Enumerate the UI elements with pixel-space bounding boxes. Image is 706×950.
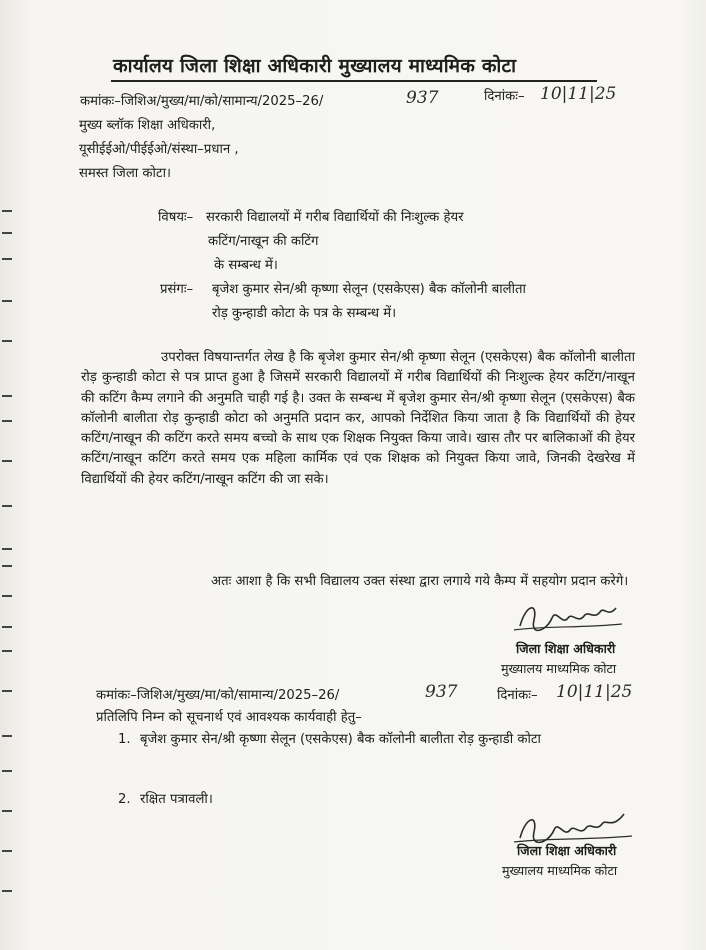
subject-text: के सम्बन्ध में। (214, 258, 278, 273)
date-handwritten: 10|11|25 (556, 682, 633, 702)
signatory-title: जिला शिक्षा अधिकारी (516, 641, 616, 656)
date-label: दिनांकः– (497, 688, 538, 703)
recipient-line: यूसीईईओ/पीईईओ/संस्था–प्रधान , (79, 142, 239, 157)
list-item-number: 1. (118, 732, 131, 747)
date-label: दिनांकः– (484, 89, 525, 104)
subject-text: सरकारी विद्यालयों में गरीब विद्यार्थियों की निःशुल्क हेयर (206, 210, 464, 225)
office-title: कार्यालय जिला शिक्षा अधिकारी मुख्यालय माध्यमिक कोटा (113, 55, 517, 77)
binder-edge-marks (0, 0, 20, 950)
reference-text: बृजेश कुमार सेन/श्री कृष्णा सेलून (एसकेएस) बैक कॉलोनी बालीता (212, 282, 526, 297)
list-item: बृजेश कुमार सेन/श्री कृष्णा सेलून (एसकेएस) बैक कॉलोनी बालीता रोड़ कुन्हाडी कोटा (140, 732, 541, 747)
signature-scribble (512, 596, 632, 644)
recipient-line: मुख्य ब्लॉक शिक्षा अधिकारी, (79, 118, 216, 133)
signatory-office: मुख्यालय माध्यमिक कोटा (502, 863, 618, 878)
recipient-line: समस्त जिला कोटा। (79, 166, 171, 181)
signatory-office: मुख्यालय माध्यमिक कोटा (501, 661, 617, 676)
reference-label: प्रसंगः– (160, 282, 194, 297)
copy-heading: प्रतिलिपि निम्न को सूचनार्थ एवं आवश्यक कार्यवाही हेतु– (96, 710, 362, 725)
reference-text: रोड़ कुन्हाडी कोटा के पत्र के सम्बन्ध में। (212, 306, 397, 321)
list-item: रक्षित पत्रावली। (140, 792, 213, 807)
title-underline (111, 80, 597, 82)
date-handwritten: 10|11|25 (540, 84, 617, 104)
copy-list (118, 730, 648, 810)
ref-number-handwritten: 937 (425, 682, 458, 702)
body-paragraph: उपरोक्त विषयान्तर्गत लेख है कि बृजेश कुमार सेन/श्री कृष्णा सेलून (एसकेएस) बैक कॉलोनी बालीता रोड़ कुन्हाडी कोटा से पत्र प्राप्त हुआ है जिसमें सरकारी विद्यालयों में गरीब विद्यार्थियों की निःशुल्क हेयर कटिंग/नाखून की कटिंग कैम्प लगाने की अनुमति चाही गई है। उक्त के सम्बन्ध में बृजेश कुमार सेन/श्री कृष्णा सेलून (एसकेएस) बैक कॉलोनी बालीता रोड़ कुन्हाडी कोटा को अनुमति प्रदान कर, आपको निर्देशित किया जाता है कि विद्यार्थियों की हेयर कटिंग/नाखून की कटिंग करते समय बच्चो के साथ एक शिक्षक नियुक्त किया जावे। खास तौर पर बालिकाओं की हेयर कटिंग/नाखून कटिंग करते समय एक महिला कार्मिक एवं एक शिक्षक को नियुक्त किया जावे, जिनकी देखरेख में विद्यार्थियों की हेयर कटिंग/नाखून कटिंग की जा सके। (81, 350, 635, 487)
list-item-number: 2. (118, 792, 131, 807)
closing-paragraph: अतः आशा है कि सभी विद्यालय उक्त संस्था द्वारा लगाये गये कैम्प में सहयोग प्रदान करेगे। (211, 574, 629, 589)
subject-label: विषयः– (158, 210, 194, 225)
signatory-title: जिला शिक्षा अधिकारी (517, 843, 617, 858)
ref-number-handwritten: 937 (406, 88, 439, 108)
subject-text: कटिंग/नाखून की कटिंग (208, 234, 319, 249)
ref-number-label: कमांकः–जिशिअ/मुख्य/मा/को/सामान्य/2025–26/ (80, 94, 324, 109)
ref-number-label: कमांकः–जिशिअ/मुख्य/मा/को/सामान्य/2025–26/ (96, 688, 340, 703)
